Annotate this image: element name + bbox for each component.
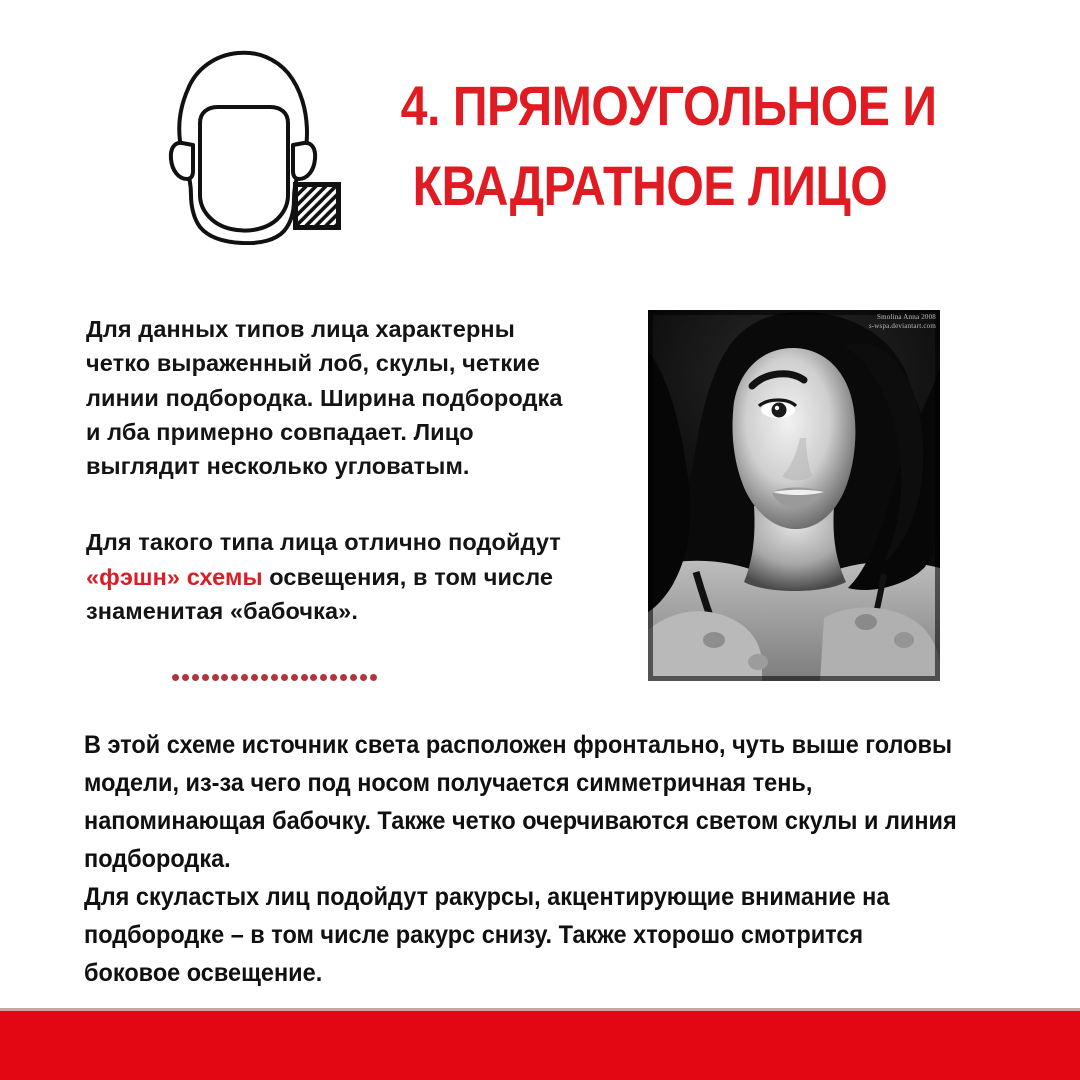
watermark-line-2: s-wspa.deviantart.com [868, 321, 936, 330]
bottom-paragraph-2: Для скуластых лиц подойдут ракурсы, акцентирующие внимание на подбородке – в том числе ракурс снизу. Также хторошо смотрится боковое освещение. [84, 883, 890, 987]
paragraph-2-text-before: Для такого типа лица отлично подойдут [86, 529, 561, 556]
title-line-1: 4. ПРЯМОУГОЛЬНОЕ И [400, 74, 937, 137]
divider-dot [241, 674, 248, 681]
divider-dot [202, 674, 209, 681]
divider-dot [231, 674, 238, 681]
divider-dot [212, 674, 219, 681]
divider-dot [340, 674, 347, 681]
divider-dot [291, 674, 298, 681]
model-portrait-photo [648, 310, 940, 681]
description-text-column [86, 312, 566, 628]
divider-dot [301, 674, 308, 681]
bottom-paragraph-1: В этой схеме источник света расположен фронтально, чуть выше головы модели, из-за чего под носом получается симметричная тень, напоминающая бабочку. Также четко очерчиваются светом скулы и линия подбородка. [84, 731, 957, 873]
page-title [360, 74, 940, 217]
divider-dot [182, 674, 189, 681]
divider-dot [320, 674, 327, 681]
divider-dot [172, 674, 179, 681]
divider-dot [281, 674, 288, 681]
divider-dot [350, 674, 357, 681]
divider-dot [360, 674, 367, 681]
mid-section [0, 300, 1080, 700]
divider-dot [251, 674, 258, 681]
divider-dot [310, 674, 317, 681]
photo-watermark [869, 313, 936, 331]
dotted-divider [172, 672, 377, 682]
description-paragraph-2 [86, 525, 566, 628]
paragraph-2-text-after: освещения, в том числе знаменитая «бабочка». [86, 563, 554, 625]
footer-bar [0, 1011, 1080, 1080]
header [0, 0, 1080, 275]
divider-dot [330, 674, 337, 681]
divider-dot [192, 674, 199, 681]
description-paragraph-1: Для данных типов лица характерны четко выраженный лоб, скулы, четкие линии подбородка. Ширина подбородка и лба примерно совпадает. Лицо выглядит несколько угловатым. [86, 316, 563, 480]
divider-dot [261, 674, 268, 681]
title-line-2: КВАДРАТНОЕ ЛИЦО [412, 154, 888, 217]
bottom-text-block [84, 726, 1014, 992]
hatched-square-swatch-icon [293, 182, 341, 230]
watermark-line-1: Smolina Anna 2008 [876, 313, 936, 321]
divider-dot [221, 674, 228, 681]
divider-dot [271, 674, 278, 681]
fashion-schemes-highlight: «фэшн» схемы [86, 563, 263, 590]
divider-dot [370, 674, 377, 681]
